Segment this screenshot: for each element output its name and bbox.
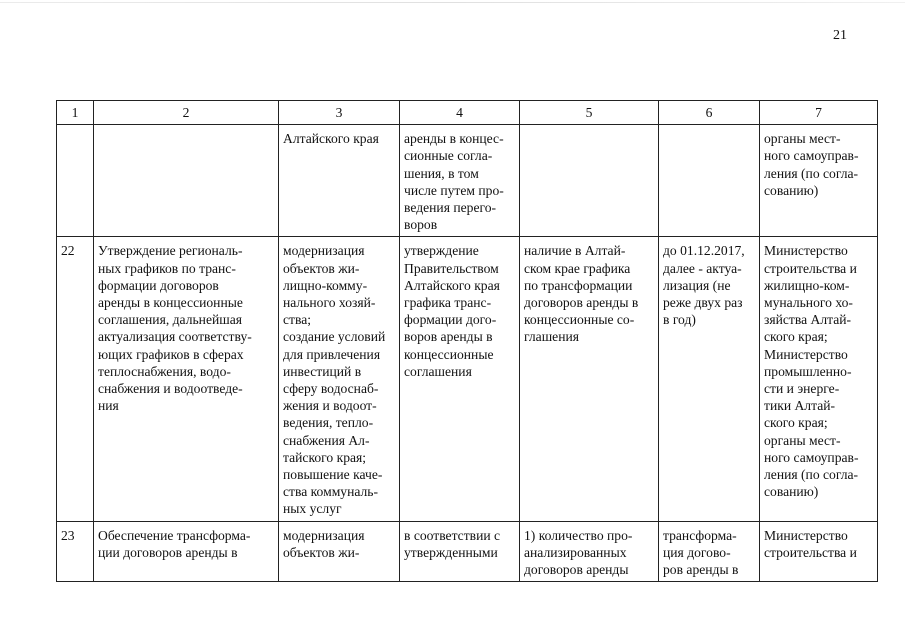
indicator-cell [520, 125, 659, 237]
header-cell: 3 [279, 101, 400, 125]
responsible-cell: Министерство строительства и жилищно-ком- мунального хо- зяйства Алтай- ского края; Министерство промышленно- сти и энерге- тики Алтай- ского края; органы мест- ного самоуправ- ления (по согла- сованию) [760, 237, 878, 521]
goal-cell: модернизация объектов жи- лищно-комму- нального хозяй- ства; создание условий для привлечения инвестиций в сферу водоснаб- жения и водоот- ведения, тепло- снабжения Ал- тайского края; повышение каче- ства коммуналь- ных услуг [279, 237, 400, 521]
goal-cell: модернизация объектов жи- [279, 521, 400, 582]
result-cell: аренды в концес- сионные согла- шения, в том числе путем про- ведения перего- воров [400, 125, 520, 237]
indicator-cell: 1) количество про- анализированных договоров аренды [520, 521, 659, 582]
responsible-cell: органы мест- ного самоуправ- ления (по согла- сованию) [760, 125, 878, 237]
header-cell: 7 [760, 101, 878, 125]
table-row [57, 125, 878, 237]
table-row [57, 237, 878, 521]
goal-cell: Алтайского края [279, 125, 400, 237]
indicator-cell: наличие в Алтай- ском крае графика по трансформации договоров аренды в концессионные со- глашения [520, 237, 659, 521]
deadline-cell: до 01.12.2017, далее - актуа- лизация (не реже двух раз в год) [659, 237, 760, 521]
result-cell: в соответствии с утвержденными [400, 521, 520, 582]
measure-name-cell [94, 125, 279, 237]
deadline-cell [659, 125, 760, 237]
result-cell: утверждение Правительством Алтайского края графика транс- формации дого- воров аренды в концессионные соглашения [400, 237, 520, 521]
table-row [57, 521, 878, 582]
measures-table [56, 100, 878, 582]
header-cell: 1 [57, 101, 94, 125]
header-cell: 4 [400, 101, 520, 125]
deadline-cell: трансформа- ция догово- ров аренды в [659, 521, 760, 582]
responsible-cell: Министерство строительства и [760, 521, 878, 582]
scan-edge-line [0, 2, 905, 3]
page-number: 21 [833, 28, 847, 43]
header-cell: 2 [94, 101, 279, 125]
header-cell: 5 [520, 101, 659, 125]
row-number-cell: 23 [57, 521, 94, 582]
header-cell: 6 [659, 101, 760, 125]
table-header-row [57, 101, 878, 125]
row-number-cell: 22 [57, 237, 94, 521]
measure-name-cell: Утверждение региональ- ных графиков по транс- формации договоров аренды в концессионные соглашения, дальнейшая актуализация соответству- ющих графиков в сферах теплоснабжения, водо- снабжения и водоотведе- ния [94, 237, 279, 521]
measure-name-cell: Обеспечение трансформа- ции договоров аренды в [94, 521, 279, 582]
row-number-cell [57, 125, 94, 237]
